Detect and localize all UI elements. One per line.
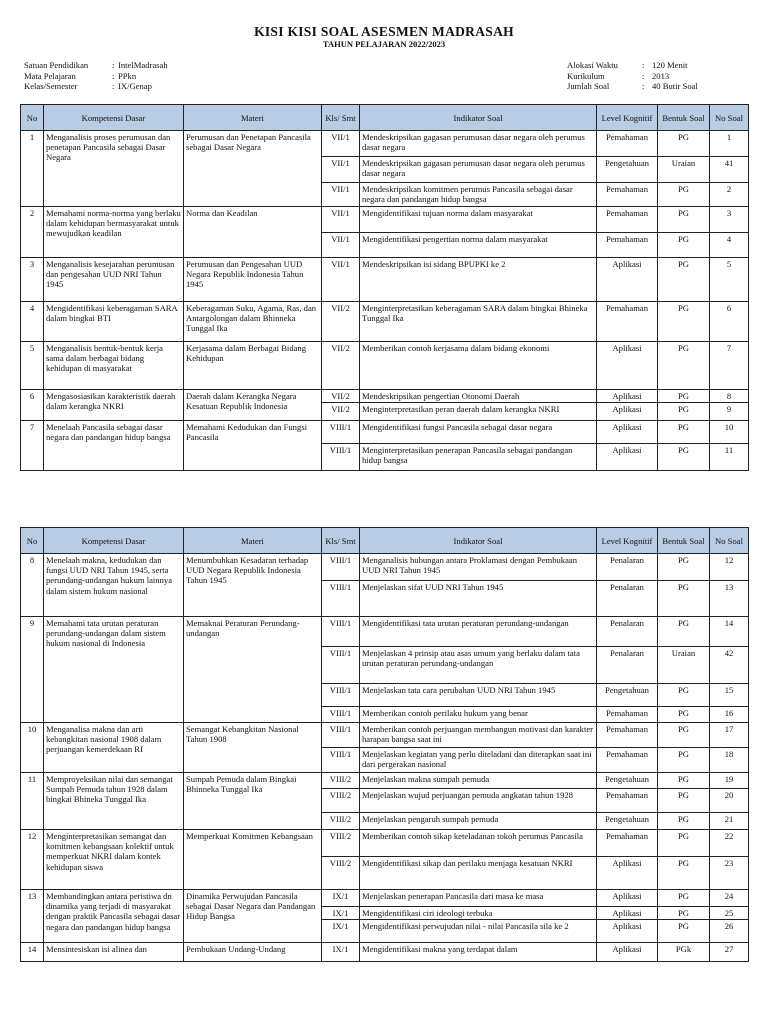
kelas-semester-cell: VIII/1	[322, 647, 360, 684]
materi-cell: Norma dan Keadilan	[184, 207, 322, 258]
indikator-soal-cell: Menganalisis hubungan antara Proklamasi dengan Pembukaan UUD NRI Tahun 1945	[360, 554, 597, 581]
bentuk-soal-cell: PG	[658, 207, 710, 233]
materi-cell: Kerjasama dalam Berbagai Bidang Kehidupan	[184, 342, 322, 390]
nomor-soal-cell: 7	[710, 342, 749, 390]
level-kognitif-cell: Pengetahuan	[597, 813, 658, 830]
row-number: 5	[21, 342, 44, 390]
kompetensi-dasar-cell: Membandingkan antara peristiwa dn dinamika yang terjadi di masyarakat dengan praktik Pancasila sebagai dasar negara dan pandangan hidup bangsa	[44, 890, 184, 943]
kelas-semester-cell: VII/2	[322, 302, 360, 342]
identity-value: PPkn	[118, 70, 137, 81]
row-number: 4	[21, 302, 44, 342]
bentuk-soal-cell: PG	[658, 684, 710, 707]
indikator-soal-cell: Menjelaskan 4 prinsip atau asas umum yang berlaku dalam tata urutan peraturan perundang-undangan	[360, 647, 597, 684]
indikator-soal-cell: Memberikan contoh kerjasama dalam bidang ekonomi	[360, 342, 597, 390]
materi-cell: Dinamika Perwujudan Pancasila sebagai Dasar Negara dan Pandangan Hidup Bangsa	[184, 890, 322, 943]
level-kognitif-cell: Pemahaman	[597, 233, 658, 258]
kompetensi-dasar-cell: Mensintesiskan isi alinea dan	[44, 943, 184, 962]
kompetensi-dasar-cell: Menganalisis kesejarahan perumusan dan pengesahan UUD NRI Tahun 1945	[44, 258, 184, 302]
row-number: 9	[21, 617, 44, 723]
nomor-soal-cell: 20	[710, 789, 749, 813]
level-kognitif-cell: Penalaran	[597, 581, 658, 617]
kelas-semester-cell: IX/1	[322, 943, 360, 962]
kompetensi-dasar-cell: Menganalisis proses perumusan dan penetapan Pancasila sebagai Dasar Negara	[44, 131, 184, 207]
row-number: 14	[21, 943, 44, 962]
bentuk-soal-cell: PG	[658, 421, 710, 444]
kisi-table-2	[20, 527, 749, 962]
kompetensi-dasar-cell: Menganalisis bentuk-bentuk kerja sama dalam berbagai bidang kehidupan di masyarakat	[44, 342, 184, 390]
materi-cell: Memaknai Peraturan Perundang-undangan	[184, 617, 322, 723]
level-kognitif-cell: Aplikasi	[597, 890, 658, 907]
indikator-soal-cell: Menjelaskan sifat UUD NRI Tahun 1945	[360, 581, 597, 617]
table-row	[21, 723, 749, 748]
document-title: KISI KISI SOAL ASESMEN MADRASAH	[254, 24, 514, 39]
nomor-soal-cell: 17	[710, 723, 749, 748]
kelas-semester-cell: VIII/2	[322, 857, 360, 890]
identity-value: IX/Genap	[118, 81, 152, 92]
indikator-soal-cell: Mengidentifikasi ciri ideologi terbuka	[360, 907, 597, 920]
nomor-soal-cell: 16	[710, 707, 749, 723]
nomor-soal-cell: 4	[710, 233, 749, 258]
row-number: 6	[21, 390, 44, 421]
table-row	[21, 830, 749, 857]
nomor-soal-cell: 26	[710, 920, 749, 943]
bentuk-soal-cell: Uraian	[658, 647, 710, 684]
nomor-soal-cell: 25	[710, 907, 749, 920]
row-number: 10	[21, 723, 44, 773]
indikator-soal-cell: Menginterpretasikan peran daerah dalam kerangka NKRI	[360, 403, 597, 421]
bentuk-soal-cell: PG	[658, 302, 710, 342]
kelas-semester-cell: IX/1	[322, 890, 360, 907]
table-row	[21, 258, 749, 302]
bentuk-soal-cell: PG	[658, 707, 710, 723]
kelas-semester-cell: VIII/1	[322, 684, 360, 707]
bentuk-soal-cell: PG	[658, 723, 710, 748]
nomor-soal-cell: 12	[710, 554, 749, 581]
level-kognitif-cell: Aplikasi	[597, 857, 658, 890]
nomor-soal-cell: 13	[710, 581, 749, 617]
identity-row	[567, 81, 698, 92]
bentuk-soal-cell: PG	[658, 390, 710, 403]
nomor-soal-cell: 22	[710, 830, 749, 857]
nomor-soal-cell: 5	[710, 258, 749, 302]
kelas-semester-cell: VII/2	[322, 403, 360, 421]
header-materi: Materi	[184, 528, 322, 554]
nomor-soal-cell: 23	[710, 857, 749, 890]
bentuk-soal-cell: PG	[658, 554, 710, 581]
header-no: No	[21, 528, 44, 554]
bentuk-soal-cell: PG	[658, 789, 710, 813]
bentuk-soal-cell: Uraian	[658, 157, 710, 183]
kelas-semester-cell: VII/2	[322, 390, 360, 403]
nomor-soal-cell: 27	[710, 943, 749, 962]
bentuk-soal-cell: PG	[658, 813, 710, 830]
header-materi: Materi	[184, 105, 322, 131]
table-header-row	[21, 105, 749, 131]
kompetensi-dasar-cell: Memproyeksikan nilai dan semangat Sumpah Pemuda tahun 1928 dalam bingkai Bhineka Tunggal Ika	[44, 773, 184, 830]
table-row	[21, 131, 749, 157]
row-number: 2	[21, 207, 44, 258]
bentuk-soal-cell: PG	[658, 857, 710, 890]
level-kognitif-cell: Aplikasi	[597, 403, 658, 421]
level-kognitif-cell: Pemahaman	[597, 302, 658, 342]
bentuk-soal-cell: PG	[658, 183, 710, 207]
header-bentuk-soal: Bentuk Soal	[658, 528, 710, 554]
kelas-semester-cell: IX/1	[322, 907, 360, 920]
indikator-soal-cell: Mengidentifikasi pengertian norma dalam masyarakat	[360, 233, 597, 258]
header-no: No	[21, 105, 44, 131]
table-row	[21, 390, 749, 403]
level-kognitif-cell: Pengetahuan	[597, 157, 658, 183]
nomor-soal-cell: 19	[710, 773, 749, 789]
row-number: 12	[21, 830, 44, 890]
bentuk-soal-cell: PG	[658, 920, 710, 943]
row-number: 3	[21, 258, 44, 302]
table-row	[21, 302, 749, 342]
bentuk-soal-cell: PG	[658, 748, 710, 773]
header-kompetensi-dasar: Kompetensi Dasar	[44, 105, 184, 131]
level-kognitif-cell: Pemahaman	[597, 183, 658, 207]
header-bentuk-soal: Bentuk Soal	[658, 105, 710, 131]
bentuk-soal-cell: PG	[658, 233, 710, 258]
identity-value: 2013	[652, 70, 670, 81]
indikator-soal-cell: Memberikan contoh sikap keteladanan tokoh perumus Pancasila	[360, 830, 597, 857]
indikator-soal-cell: Menjelaskan pengaruh sumpah pemuda	[360, 813, 597, 830]
level-kognitif-cell: Pemahaman	[597, 789, 658, 813]
identity-label: Kelas/Semester	[24, 81, 78, 92]
indikator-soal-cell: Menjelaskan penerapan Pancasila dari masa ke masa	[360, 890, 597, 907]
nomor-soal-cell: 6	[710, 302, 749, 342]
materi-cell: Sumpah Pemuda dalam Bingkai Bhinneka Tunggal Ika	[184, 773, 322, 830]
bentuk-soal-cell: PG	[658, 258, 710, 302]
table-row	[21, 943, 749, 962]
kompetensi-dasar-cell: Memahami norma-norma yang berlaku dalam kehidupan bermasyarakat untuk mewujudkan keadilan	[44, 207, 184, 258]
identity-label: Alokasi Waktu	[567, 60, 618, 70]
identity-label: Kurikulum	[567, 70, 605, 81]
nomor-soal-cell: 1	[710, 131, 749, 157]
identity-row	[567, 71, 698, 82]
kelas-semester-cell: VIII/2	[322, 813, 360, 830]
level-kognitif-cell: Pemahaman	[597, 131, 658, 157]
identity-colon: :	[112, 81, 115, 92]
identity-colon: :	[112, 70, 115, 81]
identity-row	[24, 81, 168, 92]
kelas-semester-cell: VIII/1	[322, 554, 360, 581]
bentuk-soal-cell: PG	[658, 444, 710, 471]
indikator-soal-cell: Mengidentifikasi tujuan norma dalam masyarakat	[360, 207, 597, 233]
identity-value: 120 Menit	[652, 60, 688, 70]
materi-cell: Semangat Kebangkitan Nasional Tahun 1908	[184, 723, 322, 773]
materi-cell: Perumusan dan Pengesahan UUD Negara Republik Indonesia Tahun 1945	[184, 258, 322, 302]
materi-cell: Daerah dalam Kerangka Negara Kesatuan Republik Indonesia	[184, 390, 322, 421]
identity-label: Mata Pelajaran	[24, 70, 76, 81]
bentuk-soal-cell: PG	[658, 907, 710, 920]
level-kognitif-cell: Pemahaman	[597, 707, 658, 723]
table-row	[21, 342, 749, 390]
nomor-soal-cell: 11	[710, 444, 749, 471]
kompetensi-dasar-cell: Menginterpretasikan semangat dan komitmen kebangsaan kolektif untuk memperkuat NKRI dalam kontek kehidupan siswa	[44, 830, 184, 890]
row-number: 8	[21, 554, 44, 617]
header-kelas-semester: Kls/ Smt	[322, 528, 360, 554]
materi-cell: Pembukaan Undang-Undang	[184, 943, 322, 962]
bentuk-soal-cell: PG	[658, 890, 710, 907]
bentuk-soal-cell: PG	[658, 617, 710, 647]
indikator-soal-cell: Memberikan contoh perilaku hukum yang benar	[360, 707, 597, 723]
level-kognitif-cell: Pemahaman	[597, 207, 658, 233]
kelas-semester-cell: VIII/1	[322, 723, 360, 748]
identity-label: Satuan Pendidikan	[24, 60, 89, 70]
table-row	[21, 773, 749, 789]
identity-colon: :	[112, 60, 115, 70]
level-kognitif-cell: Pemahaman	[597, 748, 658, 773]
nomor-soal-cell: 8	[710, 390, 749, 403]
indikator-soal-cell: Mengidentifikasi tata urutan peraturan perundang-undangan	[360, 617, 597, 647]
materi-cell: Keberagaman Suku, Agama, Ras, dan Antargolongan dalam Bhinneka Tunggal Ika	[184, 302, 322, 342]
materi-cell: Menumbuhkan Kesadaran terhadap UUD Negara Republik Indonesia Tahun 1945	[184, 554, 322, 617]
kompetensi-dasar-cell: Menelaah Pancasila sebagai dasar negara dan pandangan hidup bangsa	[44, 421, 184, 471]
identity-colon: :	[642, 60, 645, 70]
indikator-soal-cell: Mengidentifikasi perwujudan nilai - nilai Pancasila sila ke 2	[360, 920, 597, 943]
identity-row	[567, 60, 698, 71]
indikator-soal-cell: Menjelaskan wujud perjuangan pemuda angkatan tahun 1928	[360, 789, 597, 813]
identity-row	[24, 60, 168, 71]
level-kognitif-cell: Aplikasi	[597, 342, 658, 390]
nomor-soal-cell: 9	[710, 403, 749, 421]
bentuk-soal-cell: PG	[658, 403, 710, 421]
identity-left	[24, 60, 168, 92]
bentuk-soal-cell: PG	[658, 342, 710, 390]
bentuk-soal-cell: PGk	[658, 943, 710, 962]
indikator-soal-cell: Mendeskripsikan komitmen perumus Pancasila sebagai dasar negara dan pandangan hidup bangsa	[360, 183, 597, 207]
identity-right	[567, 60, 698, 92]
header-indikator-soal: Indikator Soal	[360, 105, 597, 131]
kompetensi-dasar-cell: Menganalisa makna dan arti kebangkitan nasional 1908 dalam perjuangan kemerdekaan RI	[44, 723, 184, 773]
kelas-semester-cell: VIII/1	[322, 581, 360, 617]
header-level-kognitif: Level Kognitif	[597, 105, 658, 131]
bentuk-soal-cell: PG	[658, 581, 710, 617]
table-row	[21, 554, 749, 581]
bentuk-soal-cell: PG	[658, 773, 710, 789]
kelas-semester-cell: VII/2	[322, 342, 360, 390]
indikator-soal-cell: Mendeskripsikan isi sidang BPUPKI ke 2	[360, 258, 597, 302]
indikator-soal-cell: Mendeskripsikan gagasan perumusan dasar negara oleh perumus dasar negara	[360, 157, 597, 183]
kelas-semester-cell: VIII/1	[322, 617, 360, 647]
nomor-soal-cell: 3	[710, 207, 749, 233]
nomor-soal-cell: 2	[710, 183, 749, 207]
level-kognitif-cell: Aplikasi	[597, 444, 658, 471]
nomor-soal-cell: 14	[710, 617, 749, 647]
level-kognitif-cell: Aplikasi	[597, 943, 658, 962]
level-kognitif-cell: Aplikasi	[597, 920, 658, 943]
kompetensi-dasar-cell: Memahami tata urutan peraturan perundang-undangan dalam sistem hukum nasional di Indonesia	[44, 617, 184, 723]
kelas-semester-cell: VIII/1	[322, 421, 360, 444]
indikator-soal-cell: Mendeskripsikan pengertian Otonomi Daerah	[360, 390, 597, 403]
nomor-soal-cell: 15	[710, 684, 749, 707]
nomor-soal-cell: 21	[710, 813, 749, 830]
header-no-soal: No Soal	[710, 105, 749, 131]
indikator-soal-cell: Mendeskripsikan gagasan perumusan dasar negara oleh perumus dasar negara	[360, 131, 597, 157]
level-kognitif-cell: Penalaran	[597, 647, 658, 684]
kisi-table-1	[20, 104, 749, 471]
bentuk-soal-cell: PG	[658, 830, 710, 857]
kelas-semester-cell: VII/1	[322, 131, 360, 157]
header-indikator-soal: Indikator Soal	[360, 528, 597, 554]
level-kognitif-cell: Penalaran	[597, 554, 658, 581]
header-level-kognitif: Level Kognitif	[597, 528, 658, 554]
nomor-soal-cell: 24	[710, 890, 749, 907]
level-kognitif-cell: Aplikasi	[597, 421, 658, 444]
kelas-semester-cell: IX/1	[322, 920, 360, 943]
kelas-semester-cell: VII/1	[322, 183, 360, 207]
row-number: 13	[21, 890, 44, 943]
nomor-soal-cell: 42	[710, 647, 749, 684]
kelas-semester-cell: VIII/2	[322, 789, 360, 813]
table-row	[21, 207, 749, 233]
row-number: 11	[21, 773, 44, 830]
nomor-soal-cell: 41	[710, 157, 749, 183]
indikator-soal-cell: Mengidentifikasi fungsi Pancasila sebagai dasar negara	[360, 421, 597, 444]
kelas-semester-cell: VIII/1	[322, 444, 360, 471]
nomor-soal-cell: 18	[710, 748, 749, 773]
kelas-semester-cell: VII/1	[322, 157, 360, 183]
table-row	[21, 890, 749, 907]
document-subtitle: TAHUN PELAJARAN 2022/2023	[322, 39, 446, 49]
materi-cell: Memperkuat Komitmen Kebangsaan	[184, 830, 322, 890]
bentuk-soal-cell: PG	[658, 131, 710, 157]
indikator-soal-cell: Menjelaskan kegiatan yang perlu diteladani dan diterapkan saat ini dari pergerakan nasional	[360, 748, 597, 773]
identity-colon: :	[642, 70, 645, 81]
nomor-soal-cell: 10	[710, 421, 749, 444]
kompetensi-dasar-cell: Menelaah makna, kedudukan dan fungsi UUD NRI Tahun 1945, serta perundang-undangan hukum lainnya dalam sistem hukum nasional	[44, 554, 184, 617]
identity-value: 40 Butir Soal	[652, 81, 698, 92]
table-row	[21, 421, 749, 444]
identity-colon: :	[642, 81, 645, 92]
kelas-semester-cell: VIII/2	[322, 773, 360, 789]
indikator-soal-cell: Menjelaskan makna sumpah pemuda	[360, 773, 597, 789]
level-kognitif-cell: Aplikasi	[597, 907, 658, 920]
kelas-semester-cell: VII/1	[322, 233, 360, 258]
row-number: 1	[21, 131, 44, 207]
level-kognitif-cell: Penalaran	[597, 617, 658, 647]
kelas-semester-cell: VII/1	[322, 258, 360, 302]
level-kognitif-cell: Pengetahuan	[597, 684, 658, 707]
kompetensi-dasar-cell: Mengidentifikasi keberagaman SARA dalam bingkai BTI	[44, 302, 184, 342]
table-header-row	[21, 528, 749, 554]
level-kognitif-cell: Pengetahuan	[597, 773, 658, 789]
materi-cell: Perumusan dan Penetapan Pancasila sebagai Dasar Negara	[184, 131, 322, 207]
identity-label: Jumlah Soal	[567, 81, 610, 92]
header-no-soal: No Soal	[710, 528, 749, 554]
identity-row	[24, 71, 168, 82]
identity-value: IntelMadrasah	[118, 60, 168, 70]
level-kognitif-cell: Aplikasi	[597, 390, 658, 403]
kelas-semester-cell: VIII/1	[322, 748, 360, 773]
kelas-semester-cell: VII/1	[322, 207, 360, 233]
indikator-soal-cell: Memberikan contoh perjuangan membangun motivasi dan karakter harapan bangsa saat ini	[360, 723, 597, 748]
indikator-soal-cell: Menginterpretasikan keberagaman SARA dalam bingkai Bhineka Tunggal Ika	[360, 302, 597, 342]
level-kognitif-cell: Aplikasi	[597, 258, 658, 302]
kelas-semester-cell: VIII/2	[322, 830, 360, 857]
indikator-soal-cell: Menjelaskan tata cara perubahan UUD NRI Tahun 1945	[360, 684, 597, 707]
level-kognitif-cell: Pemahaman	[597, 723, 658, 748]
row-number: 7	[21, 421, 44, 471]
header-kompetensi-dasar: Kompetensi Dasar	[44, 528, 184, 554]
indikator-soal-cell: Menginterpretasikan penerapan Pancasila sebagai pandangan hidup bangsa	[360, 444, 597, 471]
indikator-soal-cell: Mengidentifikasi sikap dan perilaku menjaga kesatuan NKRI	[360, 857, 597, 890]
kelas-semester-cell: VIII/1	[322, 707, 360, 723]
indikator-soal-cell: Mengidentifikasi makna yang terdapat dalam	[360, 943, 597, 962]
materi-cell: Memahami Kedudukan dan Fungsi Pancasila	[184, 421, 322, 471]
header-kelas-semester: Kls/ Smt	[322, 105, 360, 131]
kompetensi-dasar-cell: Mengasosiasikan karakteristik daerah dalam kerangka NKRI	[44, 390, 184, 421]
level-kognitif-cell: Pemahaman	[597, 830, 658, 857]
table-row	[21, 617, 749, 647]
